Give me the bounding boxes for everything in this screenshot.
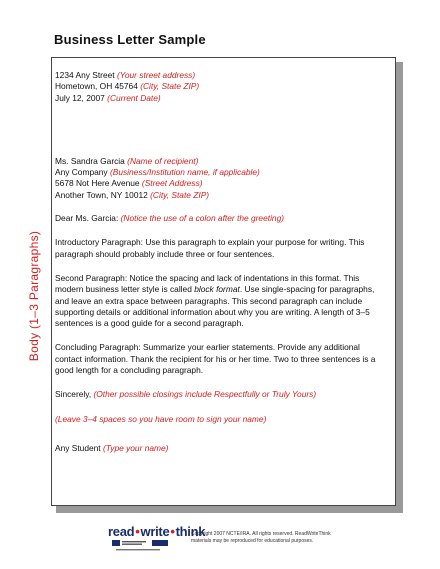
greeting-note: (Notice the use of a colon after the greeting) — [120, 213, 285, 224]
letter-content — [55, 70, 387, 454]
concluding-paragraph: Concluding Paragraph: Summarize your earlier statements. Provide any additional contact information. Thank the recipient for his or her time. Two to three sentences is a good length for a concluding paragraph. — [55, 342, 376, 376]
readwritethink-logo: read•write•think — [108, 524, 206, 539]
copyright-notice: Copyright 2007 NCTE/IRA. All rights reserved. ReadWriteThink materials may be reproduced for educational purposes. — [191, 531, 331, 544]
recipient-name-line: Ms. Sandra Garcia (Name of recipient) — [55, 155, 199, 166]
sender-city-note: (City, State ZIP) — [140, 81, 200, 92]
closing-line: Sincerely, (Other possible closings include Respectfully or Truly Yours) — [55, 389, 317, 400]
footer — [108, 524, 408, 554]
closing-note: (Other possible closings include Respectfully or Truly Yours) — [93, 389, 317, 400]
block-format-term: block format — [194, 284, 240, 295]
document-title: Business Letter Sample — [54, 32, 206, 47]
body-side-label: Body (1–3 Paragraphs) — [27, 230, 41, 362]
partner-logos-icon — [112, 539, 190, 553]
recipient-company-note: (Business/Institution name, if applicable) — [109, 167, 260, 178]
second-paragraph: Second Paragraph: Notice the spacing and lack of indentations in this format. This modern business letter style is called block format. Use single-spacing for paragraphs, and leave an extra space between paragraphs. This second paragraph can include supporting details or additional information about why you are writing. A length of 3–5 sentences is a good guide for a second paragraph. — [55, 272, 375, 329]
intro-paragraph: Introductory Paragraph: Use this paragraph to explain your purpose for writing. This paragraph should probably include three or four sentences. — [55, 237, 365, 259]
sender-street-note: (Your street address) — [116, 70, 196, 80]
recipient-company-line: Any Company (Business/Institution name, if applicable) — [55, 167, 260, 178]
recipient-name-note: (Name of recipient) — [127, 155, 199, 166]
greeting-line: Dear Ms. Garcia: (Notice the use of a colon after the greeting) — [55, 213, 285, 224]
recipient-street-note: (Street Address) — [141, 178, 203, 189]
sender-street-line: 1234 Any Street (Your street address) — [55, 70, 196, 80]
signature-note: (Type your name) — [102, 442, 169, 453]
signature-line: Any Student (Type your name) — [55, 442, 169, 453]
signature-space-note: (Leave 3–4 spaces so you have room to sign your name) — [55, 413, 267, 424]
recipient-city-line: Another Town, NY 10012 (City, State ZIP) — [55, 189, 210, 200]
recipient-city-note: (City, State ZIP) — [150, 189, 210, 200]
sender-city-line: Hometown, OH 45764 (City, State ZIP) — [55, 81, 200, 92]
date-line: July 12, 2007 (Current Date) — [55, 92, 161, 103]
recipient-street-line: 5678 Not Here Avenue (Street Address) — [55, 178, 203, 189]
date-note: (Current Date) — [107, 92, 161, 103]
